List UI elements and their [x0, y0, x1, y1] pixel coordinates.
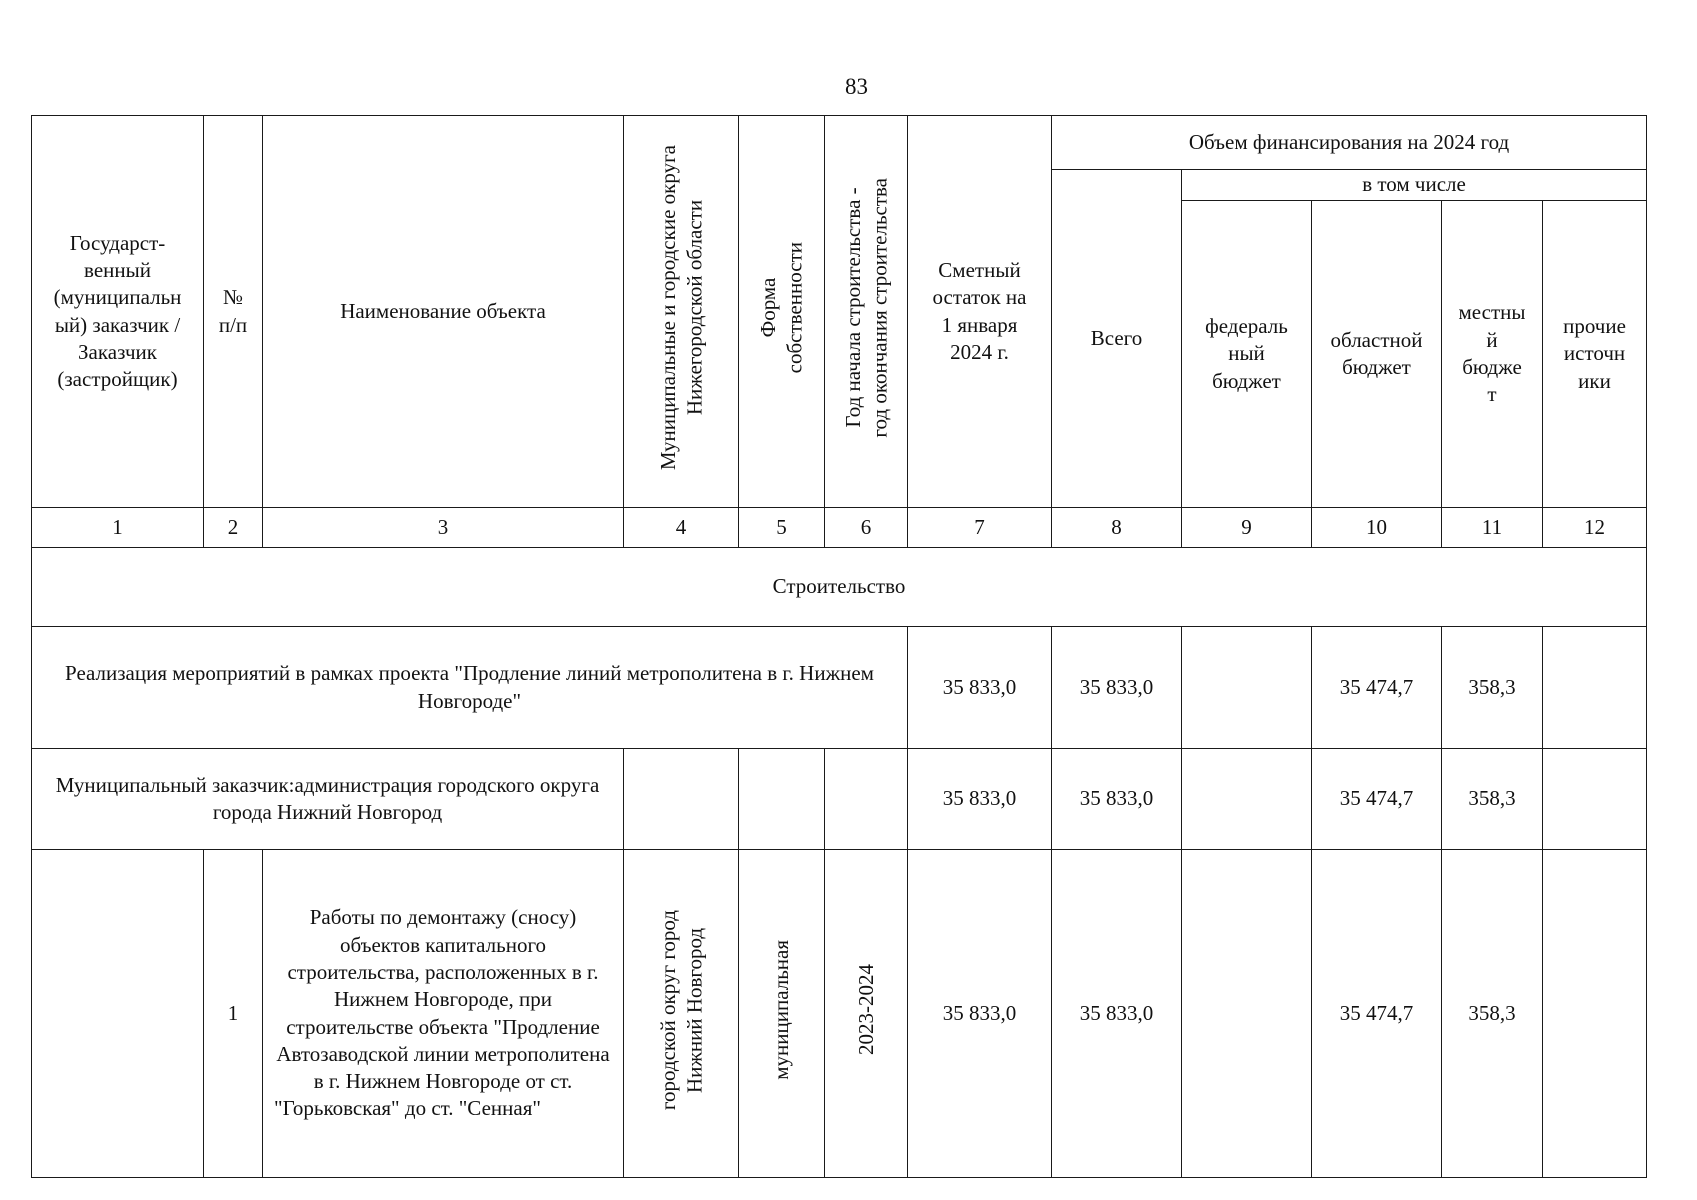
header-estimate: Сметный остаток на 1 января 2024 г. [908, 116, 1052, 508]
header-other: прочие источн ики [1543, 201, 1647, 508]
item-row [32, 850, 1647, 1178]
item-estimate: 35 833,0 [908, 850, 1052, 1178]
item-ownership: муниципальная [739, 850, 825, 1178]
column-number: 2 [204, 508, 263, 548]
column-number: 5 [739, 508, 825, 548]
project-federal [1182, 627, 1312, 749]
header-federal: федераль ный бюджет [1182, 201, 1312, 508]
customer-other [1543, 749, 1647, 850]
item-other [1543, 850, 1647, 1178]
customer-name: Муниципальный заказчик:администрация городского округа города Нижний Новгород [32, 749, 624, 850]
customer-estimate: 35 833,0 [908, 749, 1052, 850]
header-including: в том числе [1182, 170, 1647, 201]
header-years: Год начала строительства - год окончания строительства [825, 116, 908, 508]
project-other [1543, 627, 1647, 749]
investment-table [31, 115, 1647, 1178]
column-numbers-row [32, 508, 1647, 548]
header-object-name: Наименование объекта [263, 116, 624, 508]
customer-total: 35 833,0 [1052, 749, 1182, 850]
customer-regional: 35 474,7 [1312, 749, 1442, 850]
header-customer: Государст- венный (муниципальн ый) заказчик / Заказчик (застройщик) [32, 116, 204, 508]
column-number: 10 [1312, 508, 1442, 548]
customer-row [32, 749, 1647, 850]
section-row [32, 548, 1647, 627]
customer-federal [1182, 749, 1312, 850]
item-municipality: городской округ город Нижний Новгород [624, 850, 739, 1178]
column-number: 1 [32, 508, 204, 548]
page-number: 83 [845, 74, 868, 99]
item-local: 358,3 [1442, 850, 1543, 1178]
item-total: 35 833,0 [1052, 850, 1182, 1178]
column-number: 11 [1442, 508, 1543, 548]
column-number: 9 [1182, 508, 1312, 548]
project-estimate: 35 833,0 [908, 627, 1052, 749]
header-total: Всего [1052, 170, 1182, 508]
project-local: 358,3 [1442, 627, 1543, 749]
header-funding-title: Объем финансирования на 2024 год [1052, 116, 1647, 170]
item-regional: 35 474,7 [1312, 850, 1442, 1178]
customer-municipality [624, 749, 739, 850]
column-number: 4 [624, 508, 739, 548]
customer-years [825, 749, 908, 850]
header-local: местны й бюдже т [1442, 201, 1543, 508]
project-name: Реализация мероприятий в рамках проекта "Продление линий метрополитена в г. Нижнем Новгороде" [32, 627, 908, 749]
project-regional: 35 474,7 [1312, 627, 1442, 749]
item-years: 2023-2024 [825, 850, 908, 1178]
column-number: 12 [1543, 508, 1647, 548]
project-row [32, 627, 1647, 749]
project-total: 35 833,0 [1052, 627, 1182, 749]
item-name: Работы по демонтажу (сносу) объектов капитального строительства, расположенных в г. Нижнем Новгороде, при строительстве объекта "Продление Автозаводской линии метрополитена в г. Нижнем Новгороде от ст. "Горьковская" до ст. "Сенная" [263, 850, 624, 1178]
header-regional: областной бюджет [1312, 201, 1442, 508]
column-number: 6 [825, 508, 908, 548]
column-number: 7 [908, 508, 1052, 548]
header-number: № п/п [204, 116, 263, 508]
header-ownership: Форма собственности [739, 116, 825, 508]
section-title: Строительство [32, 548, 1647, 627]
item-customer [32, 850, 204, 1178]
header-row-1 [32, 116, 1647, 170]
customer-ownership [739, 749, 825, 850]
column-number: 3 [263, 508, 624, 548]
item-number: 1 [204, 850, 263, 1178]
column-number: 8 [1052, 508, 1182, 548]
customer-local: 358,3 [1442, 749, 1543, 850]
header-municipality: Муниципальные и городские округа Нижегородской области [624, 116, 739, 508]
item-federal [1182, 850, 1312, 1178]
